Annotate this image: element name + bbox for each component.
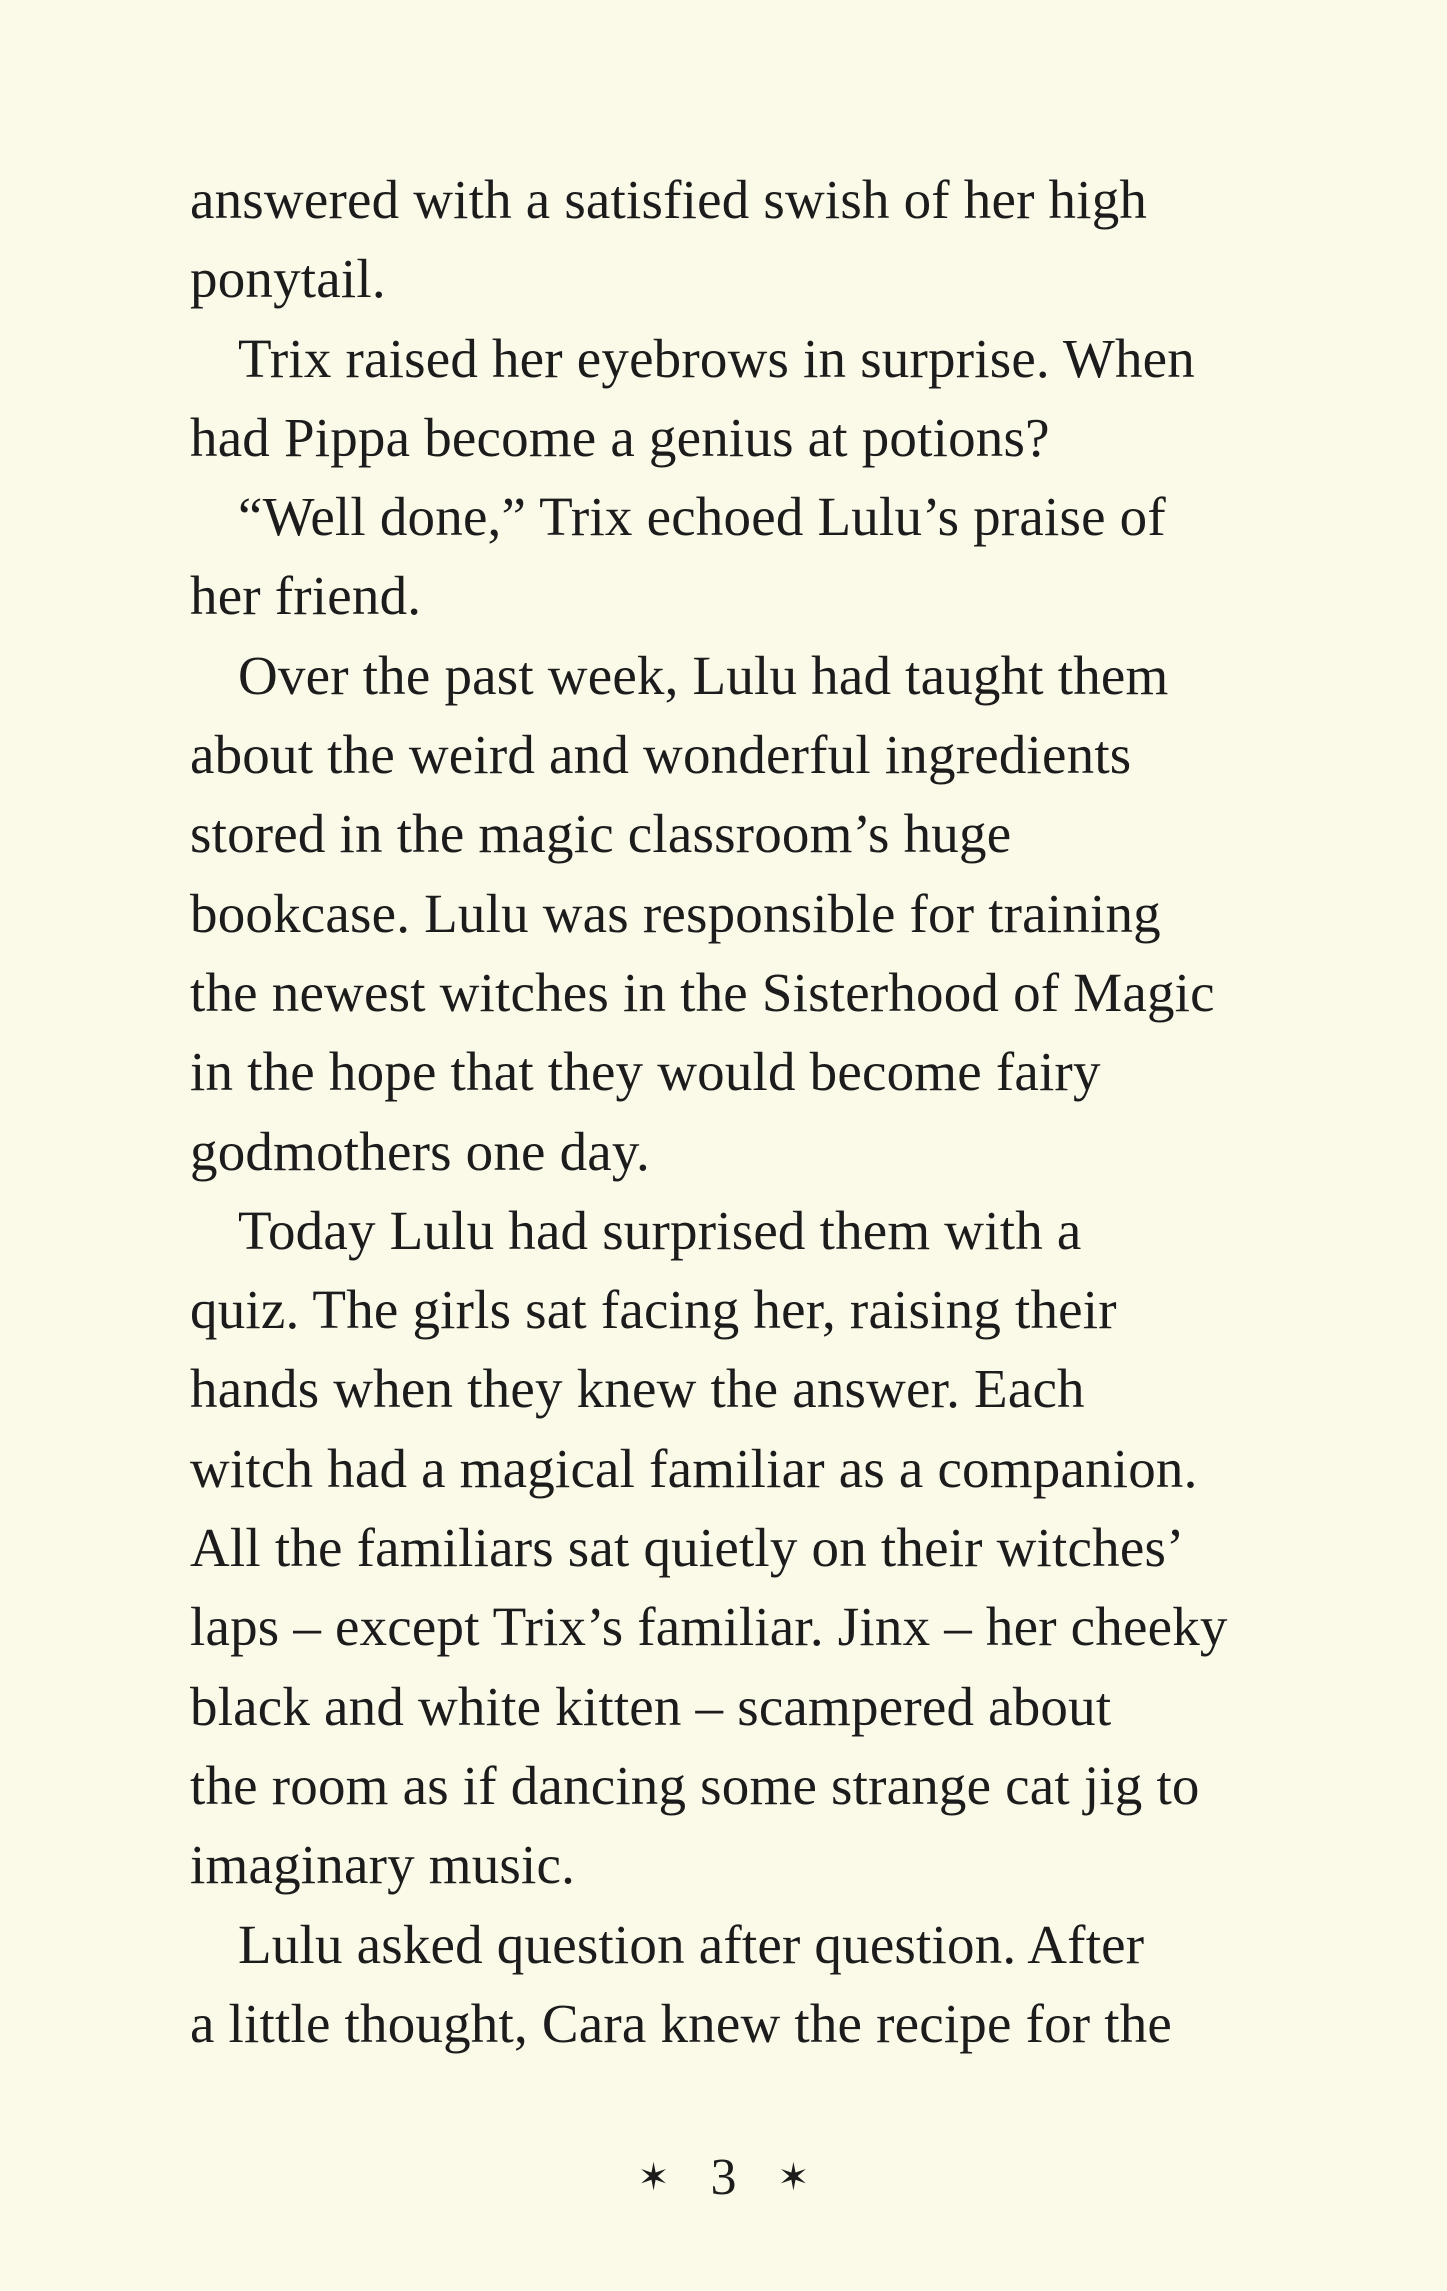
text-line: witch had a magical familiar as a companion. — [190, 1437, 1198, 1499]
page-footer — [0, 2138, 1447, 2222]
text-line: the room as if dancing some strange cat jig to — [190, 1754, 1200, 1816]
text-line: “Well done,” Trix echoed Lulu’s praise of — [238, 486, 1166, 548]
text-line: Today Lulu had surprised them with a — [238, 1199, 1082, 1261]
text-line: godmothers one day. — [190, 1120, 650, 1182]
page-number: 3 — [710, 2149, 737, 2206]
text-line: stored in the magic classroom’s huge — [190, 803, 1012, 865]
star-ornament-icon: ✶ — [777, 2157, 810, 2200]
text-line: quiz. The girls sat facing her, raising their — [190, 1279, 1117, 1341]
text-line: had Pippa become a genius at potions? — [190, 406, 1050, 468]
text-line: her friend. — [190, 565, 422, 627]
text-line: bookcase. Lulu was responsible for training — [190, 882, 1161, 944]
text-line: a little thought, Cara knew the recipe for the — [190, 1992, 1173, 2054]
text-line: black and white kitten – scampered about — [190, 1675, 1112, 1737]
text-line: Over the past week, Lulu had taught them — [238, 644, 1169, 706]
text-line: answered with a satisfied swish of her high — [190, 169, 1148, 230]
text-line: laps – except Trix’s familiar. Jinx – her cheeky — [190, 1596, 1228, 1658]
text-line: ponytail. — [190, 248, 386, 310]
text-line: the newest witches in the Sisterhood of Magic — [190, 961, 1215, 1023]
text-line: hands when they knew the answer. Each — [190, 1358, 1085, 1420]
text-line: Trix raised her eyebrows in surprise. When — [238, 327, 1195, 389]
text-line: Lulu asked question after question. After — [238, 1913, 1145, 1975]
text-line: All the familiars sat quietly on their witches’ — [190, 1517, 1185, 1579]
text-line: about the weird and wonderful ingredients — [190, 724, 1132, 786]
star-ornament-icon: ✶ — [637, 2157, 670, 2200]
body-text — [190, 160, 1320, 2063]
text-line: imaginary music. — [190, 1834, 576, 1896]
text-line: in the hope that they would become fairy — [190, 1041, 1101, 1103]
